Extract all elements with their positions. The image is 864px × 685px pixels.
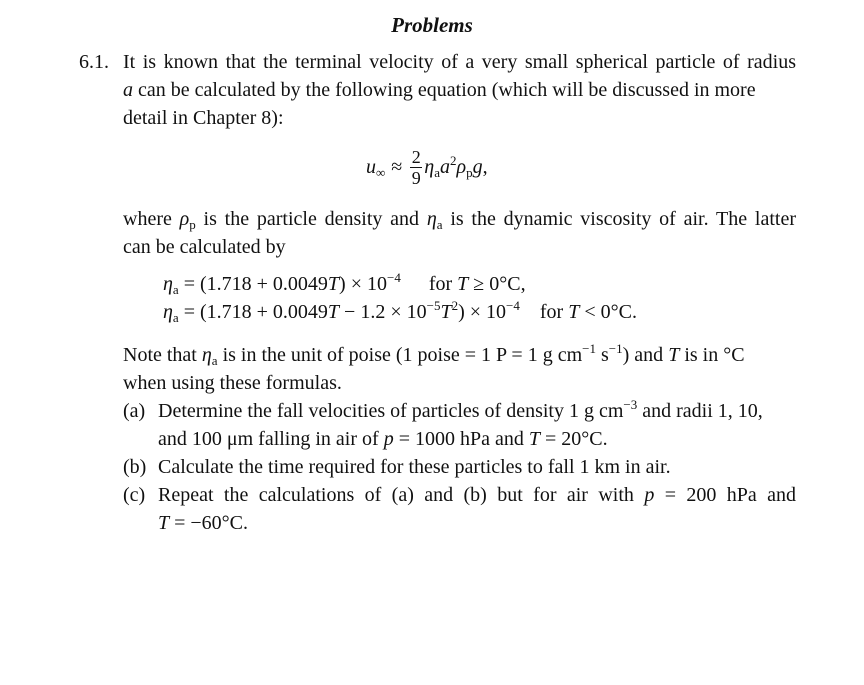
part-a-line-2: and 100 μm falling in air of p = 1000 hPa and T = 20°C.: [158, 428, 608, 450]
intro-line-1: It is known that the terminal velocity of a very small spherical particle of radius: [123, 51, 796, 73]
viscosity-equation-1: $\eta_a = (1.718 + 0.0049T) \times 10^{-4}$ for T ≥ 0°C,: [163, 270, 526, 297]
terminal-velocity-equation: $u_\infty$ ≈ $\frac{2}{9}$ $\eta_aa^2\rho_pg$,: [366, 146, 488, 188]
part-a-label: (a): [123, 400, 146, 422]
part-a-line-1: Determine the fall velocities of particles of density 1 g $cm^{-3}$ and radii 1, 10,: [158, 397, 763, 422]
where-line-1: where $\rho_p$ is the particle density and $\eta_a$ is the dynamic viscosity of air. The latter: [123, 208, 796, 232]
section-heading: Problems: [391, 13, 473, 37]
two-ninths-fraction: $\frac{2}{9}$: [411, 146, 421, 188]
intro-line-2: a can be calculated by the following equation (which will be discussed in more: [123, 79, 756, 101]
part-b-label: (b): [123, 456, 147, 478]
part-b-text: Calculate the time required for these particles to fall 1 km in air.: [158, 456, 671, 478]
where-line-2: can be calculated by: [123, 236, 286, 258]
part-c-line-1: Repeat the calculations of (a) and (b) but for air with p = 200 hPa and: [158, 484, 797, 506]
note-line-1: Note that $\eta_a$ is in the unit of poise (1 poise = 1 P = 1 g $cm^{-1}$ $s^{-1}$) and T is in °C: [123, 341, 745, 368]
part-c-line-2: T = −60°C.: [158, 512, 249, 534]
problem-number: 6.1.: [79, 51, 109, 73]
intro-line-3: detail in Chapter 8):: [123, 107, 284, 129]
note-line-2: when using these formulas.: [123, 372, 342, 394]
part-c-label: (c): [123, 484, 146, 506]
radius-variable: a: [123, 79, 133, 101]
viscosity-equation-2: $\eta_a = (1.718 + 0.0049T - 1.2 \times 10^{-5}T^2) \times 10^{-4}$ for T < 0°C.: [163, 298, 637, 325]
